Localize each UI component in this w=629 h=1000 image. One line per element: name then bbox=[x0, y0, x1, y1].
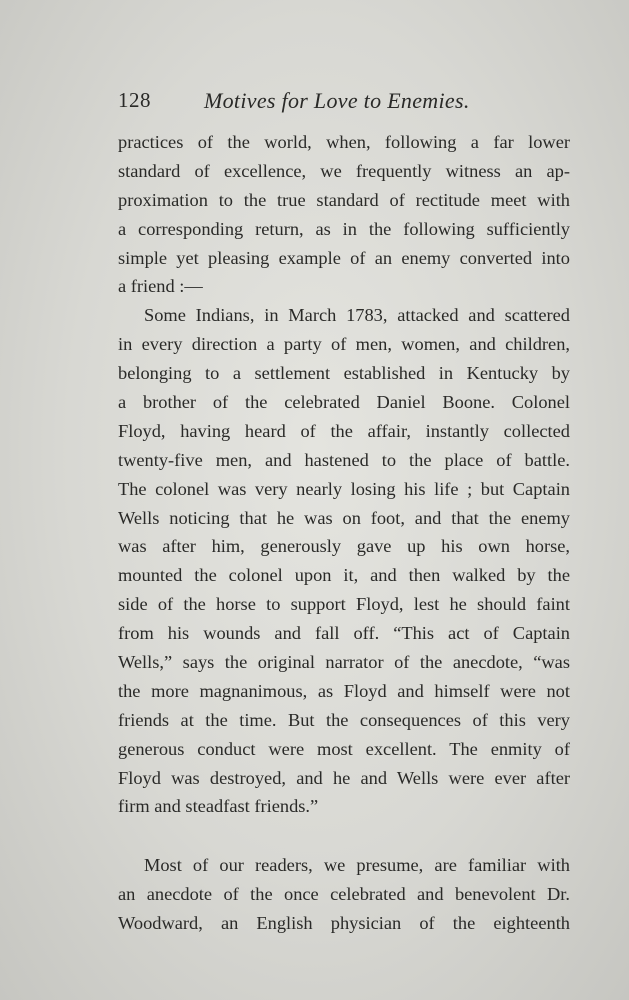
text-line: Most of our readers, we presume, are familiar with bbox=[144, 855, 570, 876]
text-line: a corresponding return, as in the following sufficiently bbox=[118, 218, 570, 239]
text-line: proximation to the true standard of rectitude meet with bbox=[118, 189, 570, 210]
text-line: mounted the colonel upon it, and then walked by the bbox=[118, 565, 570, 586]
text-line: in every direction a party of men, women, and children, bbox=[118, 334, 570, 355]
running-head bbox=[118, 88, 568, 120]
text-line: a brother of the celebrated Daniel Boone. Colonel bbox=[118, 392, 570, 413]
paragraph-spacer bbox=[118, 821, 570, 851]
text-line: Some Indians, in March 1783, attacked and scattered bbox=[144, 305, 570, 326]
text-line: Woodward, an English physician of the eighteenth bbox=[118, 913, 570, 934]
page-number: 128 bbox=[118, 88, 151, 112]
paragraph-3 bbox=[118, 851, 570, 938]
text-line: Wells,” says the original narrator of the anecdote, “was bbox=[118, 652, 570, 673]
paragraph-2 bbox=[118, 301, 570, 821]
text-line: Floyd was destroyed, and he and Wells were ever after bbox=[118, 767, 570, 788]
text-line: generous conduct were most excellent. The enmity of bbox=[118, 738, 570, 759]
text-line: Wells noticing that he was on foot, and that the enemy bbox=[118, 507, 570, 528]
text-line: a friend :— bbox=[118, 276, 203, 297]
text-line: friends at the time. But the consequences of this very bbox=[118, 709, 570, 730]
text-line: simple yet pleasing example of an enemy converted into bbox=[118, 247, 570, 268]
text-line: The colonel was very nearly losing his life ; but Captain bbox=[118, 478, 570, 499]
text-line: practices of the world, when, following a far lower bbox=[118, 132, 570, 152]
text-line: the more magnanimous, as Floyd and himself were not bbox=[118, 680, 570, 701]
text-line: firm and steadfast friends.” bbox=[118, 796, 319, 817]
text-line: twenty-five men, and hastened to the place of battle. bbox=[118, 449, 570, 470]
running-title: Motives for Love to Enemies. bbox=[204, 88, 470, 113]
text-line: Floyd, having heard of the affair, instantly collected bbox=[118, 420, 570, 441]
text-line: side of the horse to support Floyd, lest he should faint bbox=[118, 594, 570, 615]
text-line: an anecdote of the once celebrated and benevolent Dr. bbox=[118, 884, 570, 905]
body-text bbox=[118, 128, 570, 938]
text-line: belonging to a settlement established in Kentucky by bbox=[118, 363, 570, 384]
text-line: from his wounds and fall off. “This act of Captain bbox=[118, 623, 570, 644]
paragraph-1 bbox=[118, 128, 570, 301]
text-line: standard of excellence, we frequently witness an ap- bbox=[118, 160, 570, 181]
text-line: was after him, generously gave up his own horse, bbox=[118, 536, 570, 557]
